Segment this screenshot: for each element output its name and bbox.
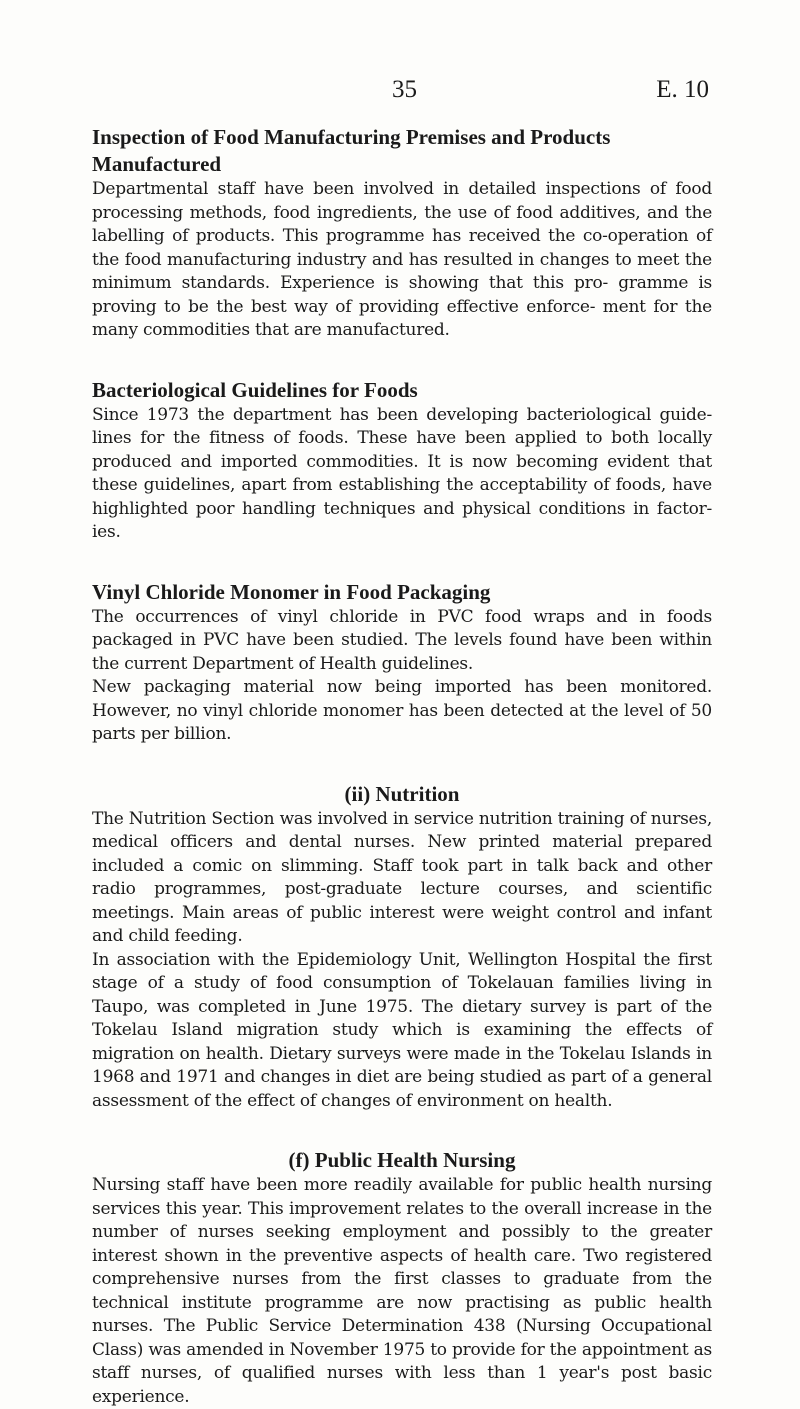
- paragraph: Since 1973 the department has been developing bacteriological guide- lines for the fitness of foods. These have been applied to both locally produced and imported commodities. It is now becoming evident that these guidelines, apart from establishing the acceptability of foods, have highlighted poor handling techniques and physical conditions in factor- ies.: [92, 404, 712, 542]
- page-header: [92, 76, 712, 112]
- paragraph: Nursing staff have been more readily available for public health nursing services this year. This improvement relates to the overall increase in the number of nurses seeking employment and possibly to the greater interest shown in the preventive aspects of health care. Two registered comprehensive nurses from the first classes to graduate from the technical institute programme are now practising as public health nurses. The Public Service Determination 438 (Nursing Occupational Class) was amended in November 1975 to provide for the appointment as staff nurses, of qualified nurses with less than 1 year's post basic experience.: [92, 1175, 712, 1407]
- section-vinyl-chloride: [92, 579, 712, 747]
- section-food-inspection: [92, 124, 712, 343]
- section-bacteriological-guidelines: [92, 377, 712, 545]
- page-number: 35: [392, 76, 417, 103]
- section-heading: Inspection of Food Manufacturing Premises and Products Manufactured: [92, 125, 611, 176]
- section-nutrition: [92, 781, 712, 1114]
- paragraph: New packaging material now being imported has been monitored. However, no vinyl chloride monomer has been detected at the level of 50 parts per billion.: [92, 677, 712, 744]
- section-heading: Vinyl Chloride Monomer in Food Packaging: [92, 579, 491, 604]
- document-page: [92, 76, 712, 1409]
- paragraph: The Nutrition Section was involved in service nutrition training of nurses, medical officers and dental nurses. New printed material prepared included a comic on slimming. Staff took part in talk back and other radio programmes, post-graduate lecture courses, and scientific meetings. Main areas of public interest were weight control and infant and child feeding.: [92, 808, 712, 946]
- section-heading: (ii) Nutrition: [344, 781, 460, 806]
- paragraph: The occurrences of vinyl chloride in PVC food wraps and in foods packaged in PVC have been studied. The levels found have been within the current Department of Health guidelines.: [92, 606, 712, 674]
- paragraph: Departmental staff have been involved in detailed inspections of food processing methods, food ingredients, the use of food additives, and the labelling of products. This programme has received the co-operation of the food manufacturing industry and has resulted in changes to meet the minimum standards. Experience is showing that this pro- gramme is proving to be the best way of providing effective enforce- ment for the many commodities that are manufactured.: [92, 179, 712, 340]
- paragraph: In association with the Epidemiology Unit, Wellington Hospital the first stage of a study of food consumption of Tokelauan families living in Taupo, was completed in June 1975. The dietary survey is part of the Tokelau Island migration study which is examining the effects of migration on health. Dietary surveys were made in the Tokelau Islands in 1968 and 1971 and changes in diet are being studied as part of a general assessment of the effect of changes of environment on health.: [92, 949, 712, 1111]
- document-id: E. 10: [656, 76, 709, 103]
- section-heading: (f) Public Health Nursing: [288, 1148, 516, 1172]
- section-heading: Bacteriological Guidelines for Foods: [92, 377, 418, 402]
- section-public-health-nursing: [92, 1147, 712, 1409]
